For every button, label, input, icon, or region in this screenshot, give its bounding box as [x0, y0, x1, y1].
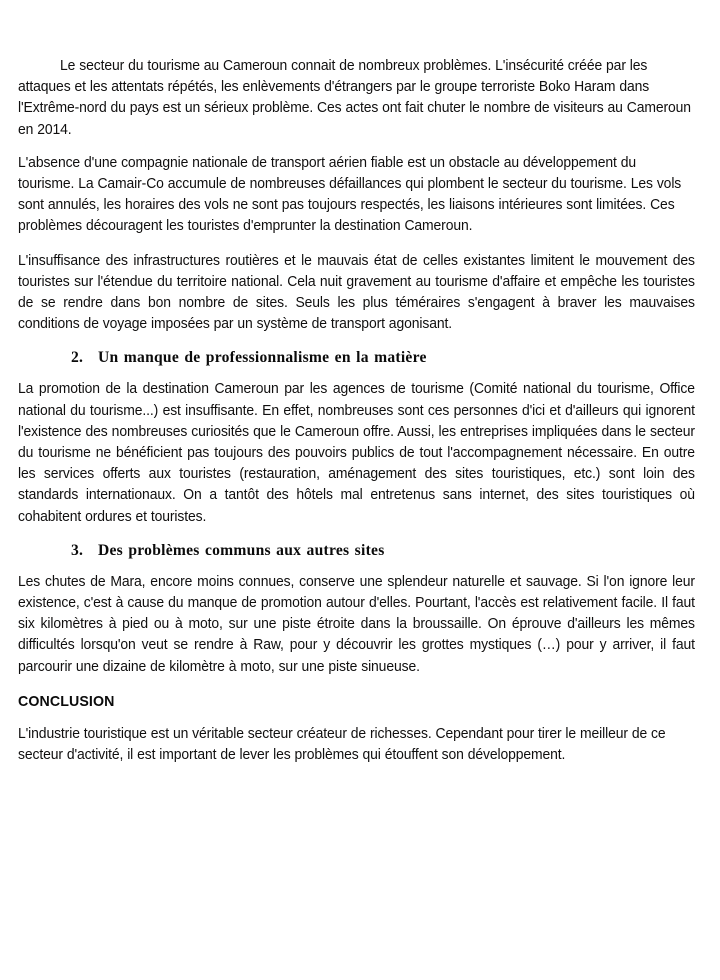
heading-section-3-title: Des problèmes communs aux autres sites: [98, 541, 385, 559]
heading-conclusion: CONCLUSION: [18, 693, 115, 710]
heading-section-2-title: Un manque de professionnalisme en la matière: [98, 349, 427, 367]
paragraph-lack-of-professionalism: La promotion de la destination Cameroun par les agences de tourisme (Comité national du tourisme, Office national du tourisme...) est insuffisante. En effet, nombreuses sont ces personnes d'ici et d'ailleurs qui ignorent l'existence des nombreuses curiosités que le Cameroun offre. Aussi, les entreprises impliquées dans le secteur du tourisme ne bénéficient pas toujours des pouvoirs publics de tout l'accompagnement nécessaire. En outre les services offerts aux touristes (restauration, aménagement des sites touristiques, etc.) sont loin des standards internationaux. On a tantôt des hôtels mal entretenus sans internet, des sites touristiques où cohabitent ordures et touristes.: [18, 381, 695, 525]
paragraph-air-transport: L'absence d'une compagnie nationale de transport aérien fiable est un obstacle au développement du tourisme. La Camair-Co accumule de nombreuses défaillances qui plombent le secteur du tourisme. Les vols sont annulés, les horaires des vols ne sont pas toujours respectés, les liaisons intérieures sont limitées. Ces problèmes découragent les touristes d'emprunter la destination Cameroun.: [18, 154, 682, 235]
document-content: [18, 0, 695, 766]
paragraph-mara-falls-raw-caves: Les chutes de Mara, encore moins connues, conserve une splendeur naturelle et sauvage. Si l'on ignore leur existence, c'est à cause du manque de promotion autour d'elles. Pourtant, l'accès est relativement facile. Il faut six kilomètres à pied ou à moto, sur une piste étroite dans la broussaille. On éprouve d'ailleurs les mêmes difficultés lorsqu'on veut se rendre à Raw, pour y découvrir les grottes mystiques (…) pour y arriver, il faut parcourir une dizaine de kilomètre à moto, sur une piste sinueuse.: [18, 573, 695, 675]
heading-section-3-number: 3.: [71, 541, 84, 559]
heading-section-3: [18, 541, 695, 561]
paragraph-road-infrastructure: L'insuffisance des infrastructures routières et le mauvais état de celles existantes limitent le mouvement des touristes sur l'étendue du territoire national. Cela nuit gravement au tourisme d'affaire et empêche les touristes de se rendre dans bon nombre de sites. Seuls les plus téméraires s'engagent à braver les mauvaises conditions de voyage imposées par un système de transport agonisant.: [18, 252, 695, 333]
paragraph-insecurity-tourism: Le secteur du tourisme au Cameroun connait de nombreux problèmes. L'insécurité créée par les attaques et les attentats répétés, les enlèvements d'étrangers par le groupe terroriste Boko Haram dans l'Extrême-nord du pays est un sérieux problème. Ces actes ont fait chuter le nombre de visiteurs au Cameroun en 2014.: [18, 58, 691, 138]
heading-section-2-number: 2.: [71, 349, 84, 367]
paragraph-conclusion-body: L'industrie touristique est un véritable secteur créateur de richesses. Cependant pour tirer le meilleur de ce secteur d'activité, il est important de lever les problèmes qui étouffent son développement.: [18, 725, 666, 764]
heading-section-2: [18, 348, 695, 368]
